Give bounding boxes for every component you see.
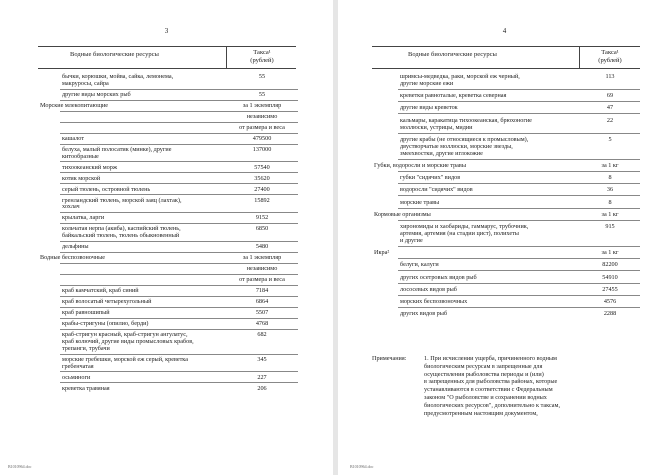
row-divider <box>60 194 298 195</box>
notes-text <box>424 355 636 417</box>
row-divider <box>398 208 640 209</box>
table-row <box>62 299 298 306</box>
table-row <box>62 277 298 284</box>
row-divider <box>60 382 298 383</box>
rate-value: 15892 <box>254 196 270 204</box>
note-line: 1. При исчислении ущерба, причиненного водным <box>424 355 557 362</box>
rate-value: 36 <box>606 186 614 194</box>
table-row <box>62 125 298 132</box>
resource-name: другие виды креветок <box>400 104 458 112</box>
table-row <box>62 165 298 172</box>
table-row <box>62 215 298 222</box>
resource-name: и другие <box>400 237 423 244</box>
resource-name: бычки, корюшки, мойва, сайка, лемонема, <box>62 73 174 80</box>
rate-value: 5 <box>608 135 612 143</box>
row-divider <box>60 111 298 112</box>
rate-value: 227 <box>257 373 267 381</box>
row-divider <box>398 258 640 259</box>
resource-name: Водные беспозвоночные <box>40 254 106 262</box>
table-row <box>400 200 640 207</box>
header-top-rule <box>38 46 296 47</box>
rate-value: за 1 кг <box>601 210 619 218</box>
resource-name: змеехвостки, другие иглокожие <box>400 149 483 157</box>
rate-value: 7184 <box>255 287 269 295</box>
table-row <box>62 198 298 205</box>
resource-name: крылатка, ларги <box>62 214 105 222</box>
table-row <box>400 81 640 88</box>
file-footer: В1010964.doc <box>8 464 32 469</box>
resource-name: котик морской <box>62 174 101 182</box>
resource-name: краб волосатый четырехугольный <box>62 298 152 306</box>
table-row <box>62 154 298 161</box>
row-divider <box>60 354 298 355</box>
resource-name: белуги, калуги <box>400 261 439 269</box>
resource-name: макруросы, сайра <box>62 79 109 87</box>
header-name-col: Водные биологические ресурсы <box>408 51 497 58</box>
rate-value: за 1 экземпляр <box>242 101 282 109</box>
resource-name: водоросли "сидячих" видов <box>400 186 473 194</box>
row-divider <box>60 274 298 275</box>
table-row <box>374 210 640 219</box>
rate-value: 55 <box>258 90 266 98</box>
rate-value: 8 <box>608 174 612 182</box>
row-divider <box>398 113 640 114</box>
rate-value: 27455 <box>602 285 618 293</box>
header-top-rule <box>372 46 640 47</box>
resource-name: тихоокеанский морж <box>62 163 118 171</box>
rate-value: независимо <box>246 265 278 273</box>
resource-name: гребенчатая <box>62 362 94 370</box>
resource-name: краб-стригун красный, краб-стригун ангулатус, <box>62 331 188 339</box>
resource-name: дельфины <box>62 243 89 251</box>
resource-name: белуха, малый полосатик (минке), другие <box>62 145 172 153</box>
table-row <box>62 81 298 88</box>
resource-name: хирономиды и хаобариды, гаммарус, трубочник, <box>400 223 529 230</box>
table-row <box>400 299 640 306</box>
row-divider <box>398 195 640 196</box>
rate-col-unit: (рублей) <box>598 56 622 64</box>
note-line: биологических ресурсов", дополнительно к таксам, <box>424 401 560 409</box>
rate-value: 5480 <box>255 243 269 251</box>
rate-value: 2288 <box>603 310 617 318</box>
resource-name: трепанги, трубачи <box>62 344 110 352</box>
table-row <box>62 386 298 393</box>
resource-name: лососевых видов рыб <box>400 285 457 293</box>
resource-name: морские травы <box>400 198 440 206</box>
resource-name: другие крабы (не относящиеся к промысловым), <box>400 135 529 143</box>
row-divider <box>60 241 298 242</box>
row-divider <box>398 133 640 134</box>
rate-value: 6864 <box>255 298 269 306</box>
resource-name: краб равношипый <box>62 309 110 317</box>
resource-name: шримсы-медведка, раки, морской еж черный, <box>400 73 520 80</box>
rate-value: 137000 <box>252 145 272 153</box>
rate-value: 8 <box>608 198 612 206</box>
table-row <box>62 176 298 183</box>
rate-col-label: Такса¹ <box>601 49 619 56</box>
row-divider <box>398 159 640 160</box>
page-number: 3 <box>164 27 169 35</box>
row-divider <box>398 183 640 184</box>
resource-name: кашалот <box>62 134 85 142</box>
row-divider <box>398 246 640 247</box>
row-divider <box>398 101 640 102</box>
row-divider <box>398 171 640 172</box>
resource-name: китообразные <box>62 152 99 160</box>
rate-value: за 1 кг <box>601 162 619 169</box>
resource-name: Икра² <box>374 249 390 257</box>
table-row <box>400 287 640 294</box>
note-line: устанавливаются в соответствии с Федеральным <box>424 386 553 394</box>
rate-value: независимо <box>246 112 278 120</box>
resource-name: байкальский тюлень, тюлень обыкновенный <box>62 232 180 240</box>
resource-name: кальмары, каракатица тихоокеанская, брюхоногие <box>400 116 532 124</box>
table-row <box>400 105 640 112</box>
rate-value: 55 <box>258 73 266 80</box>
note-line: законом "О рыболовстве и сохранении водных <box>424 393 547 401</box>
page-number: 4 <box>502 27 507 35</box>
table-row <box>400 175 640 182</box>
resource-name: Морские млекопитающие <box>40 101 109 109</box>
table-row <box>62 288 298 295</box>
row-divider <box>60 223 298 224</box>
row-divider <box>60 318 298 319</box>
resource-name: серый тюлень, островной тюлень <box>62 185 151 193</box>
table-row <box>400 187 640 194</box>
rate-col-label: Такса¹ <box>253 49 271 56</box>
header-name-col: Водные биологические ресурсы <box>70 51 159 58</box>
row-divider <box>60 212 298 213</box>
resource-name: крабы-стригуны (опилио, берди) <box>62 320 149 328</box>
row-divider <box>60 183 298 184</box>
rate-value: 915 <box>605 223 615 230</box>
table-row <box>62 114 298 121</box>
rate-value: 54910 <box>602 273 618 281</box>
table-row <box>40 254 298 262</box>
rate-value: 206 <box>257 384 267 392</box>
row-divider <box>398 220 640 221</box>
rate-value: за 1 экземпляр <box>242 254 282 262</box>
row-divider <box>60 329 298 330</box>
resource-name: морские гребешки, морской еж серый, креветка <box>62 355 188 363</box>
row-divider <box>60 161 298 162</box>
row-divider <box>60 172 298 173</box>
resource-name: артемия, артемия (на стадии цист), полихеты <box>400 230 519 237</box>
row-divider <box>60 296 298 297</box>
rate-value: 6850 <box>255 225 269 233</box>
row-divider <box>60 285 298 286</box>
table-row <box>62 136 298 143</box>
table-row <box>62 375 298 382</box>
table-row <box>62 233 298 240</box>
resource-name: осьминоги <box>62 373 91 381</box>
header-bottom-rule <box>38 68 296 69</box>
table-row <box>62 364 298 371</box>
resource-name: Губки, водоросли и морские травы <box>374 162 466 169</box>
header-bottom-rule <box>372 68 640 69</box>
resource-name: морских беспозвоночных <box>400 298 468 305</box>
table-row <box>62 310 298 317</box>
right-page <box>338 0 671 475</box>
resource-name: креветки равноталые, креветка северная <box>400 92 507 100</box>
row-divider <box>398 89 640 90</box>
resource-name: других видов рыб <box>400 310 448 318</box>
table-row <box>62 346 298 353</box>
resource-name: кольчатая нерпа (акиба), каспийский тюлень, <box>62 225 181 233</box>
rate-value: от размера и веса <box>239 123 285 131</box>
table-row <box>62 266 298 273</box>
table-row <box>400 231 640 238</box>
header-rate-col <box>227 49 297 64</box>
table-row <box>400 125 640 132</box>
rate-value: 27400 <box>254 185 270 193</box>
table-row <box>62 92 298 99</box>
row-divider <box>60 122 298 123</box>
resource-name: другие виды морских рыб <box>62 90 131 98</box>
resource-name: двустворчатые моллюски, морские звезды, <box>400 142 513 150</box>
row-divider <box>60 371 298 372</box>
resource-name: другие морские ежи <box>400 80 454 87</box>
table-row <box>400 262 640 269</box>
table-row <box>400 238 640 245</box>
resource-name: краб колючий, другие виды промысловых крабов, <box>62 338 194 345</box>
rate-value: 22 <box>606 116 614 124</box>
rate-value: 113 <box>605 73 615 80</box>
table-row <box>400 311 640 318</box>
row-divider <box>398 283 640 284</box>
file-footer: В1010964.doc <box>350 464 374 469</box>
table-row <box>62 204 298 211</box>
resource-name: хохлач <box>62 203 80 211</box>
table-row <box>40 101 298 110</box>
row-divider <box>398 307 640 308</box>
row-divider <box>398 270 640 271</box>
row-divider <box>60 133 298 134</box>
note-line: биологическим ресурсам в запрещенные для <box>424 362 543 370</box>
resource-name: креветка травяная <box>62 384 110 392</box>
rate-value: 5507 <box>255 309 269 317</box>
table-row <box>62 357 298 364</box>
rate-col-unit: (рублей) <box>250 56 274 64</box>
table-row <box>62 187 298 194</box>
rate-value: 82200 <box>602 261 618 269</box>
table-row <box>62 244 298 251</box>
rate-value: за 1 кг <box>601 249 619 257</box>
resource-name: Кормовые организмы <box>374 210 431 218</box>
rate-value: 9152 <box>255 214 269 222</box>
note-line: осуществления рыболовства периоды и (или) <box>424 370 544 378</box>
rate-value: 35620 <box>254 174 270 182</box>
header-rate-col <box>580 49 640 64</box>
rate-value: 57540 <box>254 163 270 171</box>
rate-value: 4576 <box>603 298 617 305</box>
notes-label: Примечания: <box>372 355 407 362</box>
row-divider <box>398 295 640 296</box>
resource-name: моллюски, устрицы, мидии <box>400 123 473 131</box>
row-divider <box>60 252 298 253</box>
table-row <box>62 321 298 328</box>
note-line: в запрещенных для рыболовства районах, которые <box>424 378 558 386</box>
table-row <box>374 162 640 170</box>
row-divider <box>60 144 298 145</box>
resource-name: других осетровых видов рыб <box>400 273 477 281</box>
left-page <box>0 0 333 475</box>
note-line: предусмотренным настоящим документом, <box>424 409 538 417</box>
resource-name: губки "сидячих" видов <box>400 174 461 182</box>
rate-value: 4768 <box>255 320 269 328</box>
rate-value: от размера и веса <box>239 276 285 284</box>
row-divider <box>60 263 298 264</box>
row-divider <box>60 307 298 308</box>
rate-value: 479500 <box>252 134 272 142</box>
rate-value: 345 <box>257 355 267 363</box>
resource-name: гренландский тюлень, морской заяц (лахтак), <box>62 196 182 204</box>
rate-value: 682 <box>257 331 267 339</box>
table-row <box>400 151 640 158</box>
resource-name: краб камчатский, краб синий <box>62 287 139 295</box>
row-divider <box>60 89 298 90</box>
rate-value: 47 <box>606 104 614 112</box>
rate-value: 69 <box>606 92 614 100</box>
row-divider <box>60 100 298 101</box>
table-row <box>400 275 640 282</box>
table-row <box>374 249 640 257</box>
table-row <box>400 93 640 100</box>
